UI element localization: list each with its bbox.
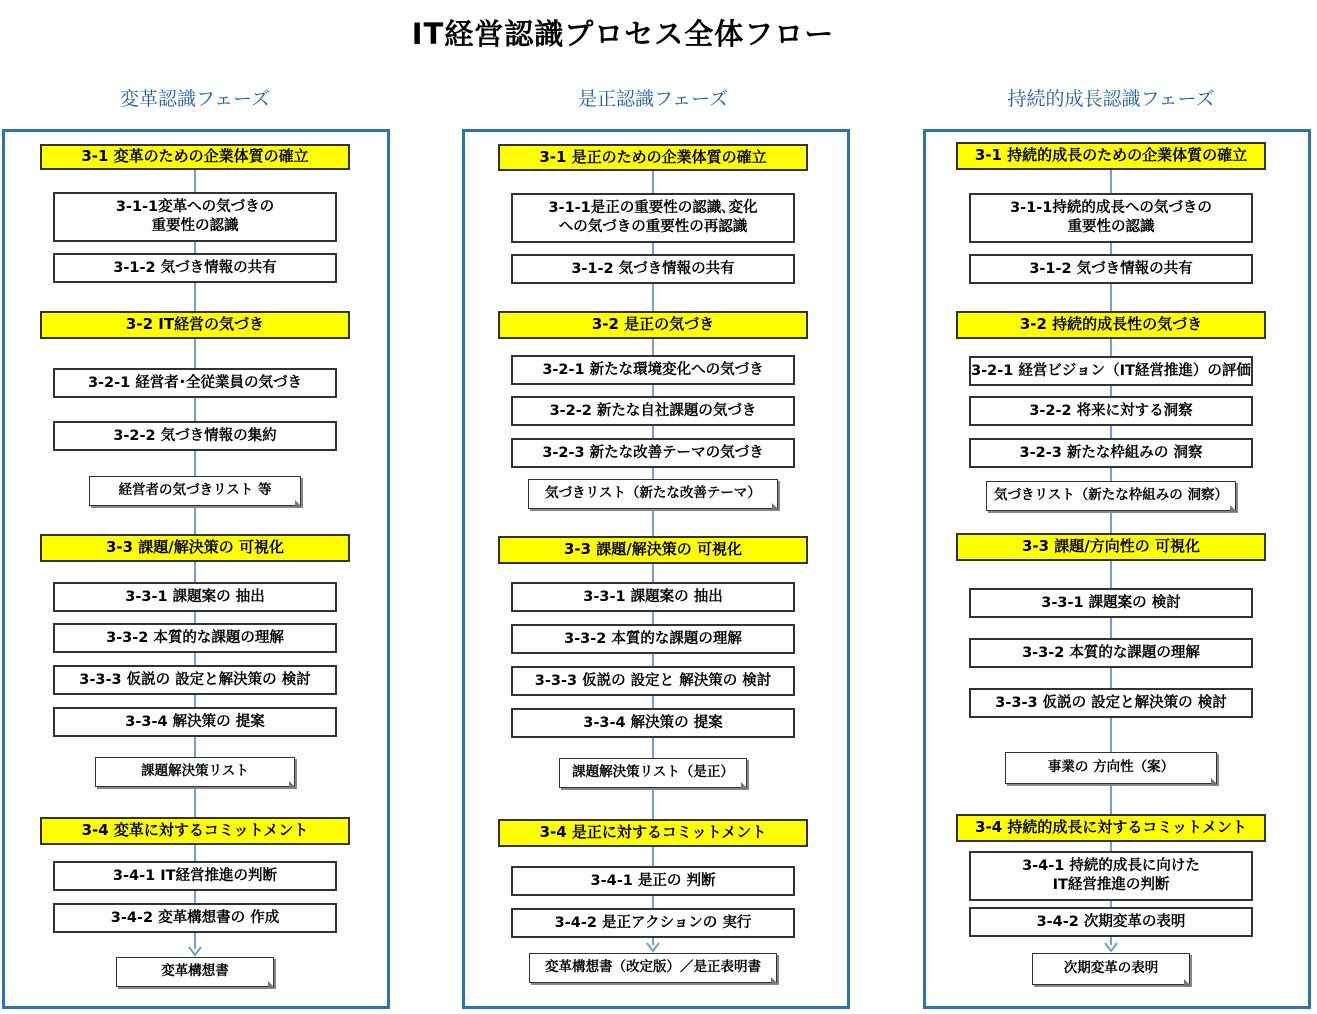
phase-heading-jizoku: 持続的成長認識フェーズ: [1007, 88, 1215, 110]
process-step: 3-1-1是正の重要性の認識､変化 への気づきの重要性の再認識: [511, 193, 795, 243]
section-header: 3-2 持続的成長性の気づき: [956, 311, 1266, 339]
arrow-down-icon: [1104, 939, 1118, 953]
process-step: 3-3-4 解決策の 提案: [53, 707, 337, 737]
arrow-down-icon: [646, 939, 660, 953]
process-step: 3-4-2 是正アクションの 実行: [511, 908, 795, 938]
process-step: 3-3-2 本質的な課題の理解: [969, 638, 1253, 668]
process-step: 3-1-1持続的成長への気づきの 重要性の認識: [969, 193, 1253, 243]
process-step: 3-1-2 気づき情報の共有: [53, 253, 337, 283]
process-step: 3-2-2 気づき情報の集約: [53, 421, 337, 451]
process-step: 3-4-1 是正の 判断: [511, 866, 795, 896]
process-step: 3-3-1 課題案の 抽出: [511, 582, 795, 612]
arrow-down-icon: [188, 943, 202, 957]
process-step: 3-3-1 課題案の 抽出: [53, 582, 337, 612]
process-step: 3-3-4 解決策の 提案: [511, 708, 795, 738]
section-header: 3-4 持続的成長に対するコミットメント: [956, 814, 1266, 842]
document-output: 変革構想書: [116, 957, 274, 987]
section-header: 3-3 課題/解決策の 可視化: [498, 536, 808, 564]
phase-heading-zesei: 是正認識フェーズ: [577, 88, 729, 110]
process-step: 3-1-2 気づき情報の共有: [969, 254, 1253, 284]
phase-heading-henkaku: 変革認識フェーズ: [119, 88, 271, 110]
process-step: 3-1-2 気づき情報の共有: [511, 254, 795, 284]
process-step: 3-2-2 新たな自社課題の気づき: [511, 396, 795, 426]
process-step: 3-3-3 仮説の 設定と解決策の 検討: [53, 665, 337, 695]
section-header: 3-4 変革に対するコミットメント: [40, 817, 350, 845]
section-header: 3-1 是正のための企業体質の確立: [498, 144, 808, 171]
document-output: 事業の 方向性（案）: [1005, 752, 1217, 784]
process-step: 3-4-1 持続的成長に向けた IT経営推進の判断: [969, 851, 1253, 901]
section-header: 3-2 IT経営の気づき: [40, 311, 350, 339]
process-step: 3-3-2 本質的な課題の理解: [511, 624, 795, 654]
page-title: IT経営認識プロセス全体フロー: [411, 17, 835, 51]
document-output: 次期変革の表明: [1032, 953, 1190, 985]
document-output: 経営者の気づきリスト 等: [89, 476, 301, 506]
section-header: 3-4 是正に対するコミットメント: [498, 819, 808, 847]
section-header: 3-3 課題/方向性の 可視化: [956, 533, 1266, 561]
process-step: 3-2-3 新たな改善テーマの気づき: [511, 438, 795, 468]
process-step: 3-2-3 新たな枠組みの 洞察: [969, 438, 1253, 468]
process-step: 3-2-1 新たな環境変化への気づき: [511, 355, 795, 385]
document-output: 気づきリスト（新たな改善テーマ）: [528, 479, 778, 509]
section-header: 3-1 持続的成長のための企業体質の確立: [956, 142, 1266, 170]
process-step: 3-2-1 経営ビジョン（IT経営推進）の評価: [969, 356, 1253, 386]
document-output: 変革構想書（改定版）／是正表明書: [529, 953, 777, 983]
process-step: 3-3-2 本質的な課題の理解: [53, 623, 337, 653]
section-header: 3-3 課題/解決策の 可視化: [40, 534, 350, 562]
process-step: 3-3-3 仮説の 設定と 解決策の 検討: [511, 666, 795, 696]
document-output: 課題解決策リスト: [95, 757, 295, 787]
section-header: 3-1 変革のための企業体質の確立: [40, 144, 350, 170]
process-step: 3-4-2 変革構想書の 作成: [53, 903, 337, 933]
section-header: 3-2 是正の気づき: [498, 311, 808, 339]
process-step: 3-3-3 仮説の 設定と解決策の 検討: [969, 688, 1253, 718]
process-step: 3-1-1変革への気づきの 重要性の認識: [53, 192, 337, 242]
document-output: 気づきリスト（新たな枠組みの 洞察）: [986, 481, 1236, 511]
process-step: 3-2-2 将来に対する洞察: [969, 396, 1253, 426]
document-output: 課題解決策リスト（是正）: [559, 758, 747, 788]
process-step: 3-2-1 経営者･全従業員の気づき: [53, 368, 337, 398]
process-step: 3-4-2 次期変革の表明: [969, 907, 1253, 937]
process-step: 3-3-1 課題案の 検討: [969, 588, 1253, 618]
process-step: 3-4-1 IT経営推進の判断: [53, 861, 337, 891]
